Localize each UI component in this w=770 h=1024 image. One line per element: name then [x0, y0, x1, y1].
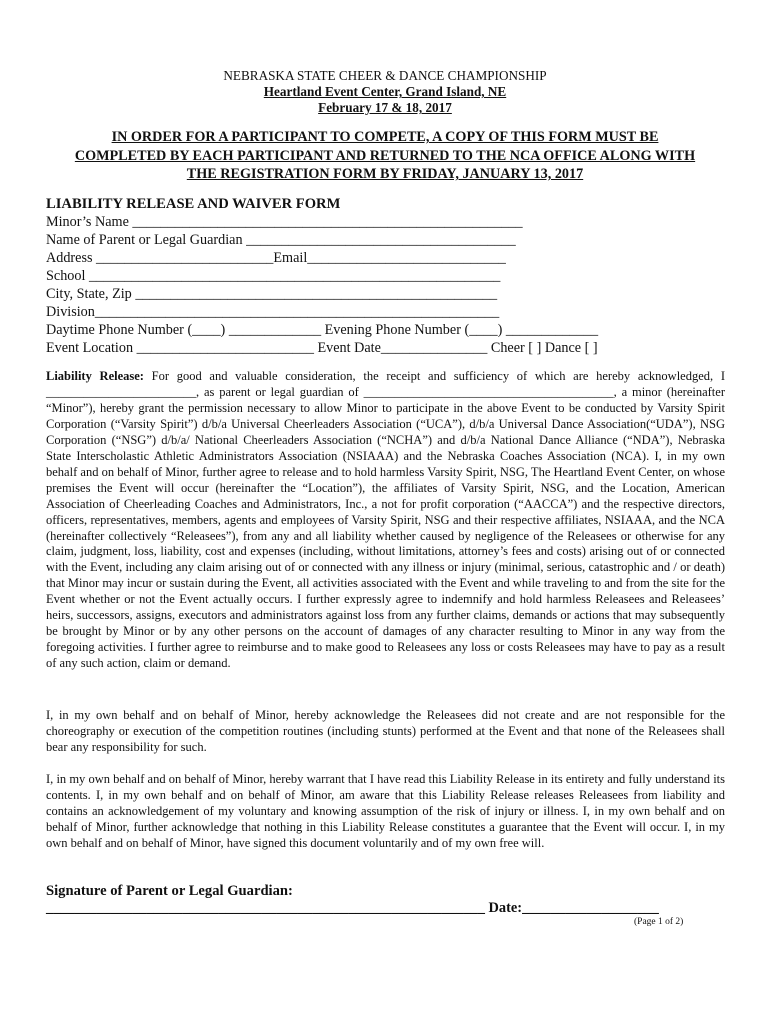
city-state-zip-field[interactable]: City, State, Zip ___________________________________________________	[46, 286, 498, 302]
event-dates: February 17 & 18, 2017	[318, 100, 452, 115]
school-field[interactable]: School __________________________________________________________	[46, 268, 501, 284]
warranty-paragraph: I, in my own behalf and on behalf of Minor, hereby warrant that I have read this Liability Release in its entirety and fully understand its contents. I, in my own behalf and on behalf of Minor, am aware that this Liability Release releases Releasees from liability and contains an acknowledgement of my voluntary and knowing assumption of the risk of injury or illness. I, in my own behalf and on behalf of Minor, further acknowledge that nothing in this Liability Release constitutes a guarantee that the Event will occur. I, in my own behalf and on behalf of Minor, have signed this document voluntarily and of my own free will.	[46, 772, 725, 850]
choreography-paragraph: I, in my own behalf and on behalf of Minor, hereby acknowledge the Releasees did not create and are not responsible for the choreography or execution of the competition routines (including stunts) performed at the Event and that none of the Releasees shall bear any responsibility for such.	[46, 708, 725, 754]
liability-release-text: For good and valuable consideration, the receipt and sufficiency of which are hereby acknowledged, I ________________________, as parent or legal guardian of ________________________________________, a minor (hereinafter “Minor”), hereby grant the permission necessary to allow Minor to participate in the above Event to be conducted by Varsity Spirit Corporation (“Varsity Spirit”) d/b/a Universal Cheerleaders Association (“UCA”), d/b/a Universal Dance Association(“UDA”), NSG Corporation (“NSG”) d/b/a/ National Cheerleaders Association (“NCHA”) and d/b/a National Dance Alliance (“NDA”), Nebraska State Interscholastic Athletic Administrators Association (NSIAAA) and the Nebraska Coaches Association (NCA). I, in my own behalf and on behalf of Minor, further agree to release and to hold harmless Varsity Spirit, NSG, The Heartland Event Center, on whose premises the Event will occur (hereinafter the “Location”), the affiliates of Varsity Spirit, NSG, and the Location, American Association of Cheerleading Coaches and Administrators, Inc., a not for profit corporation (“AACCA”) and the respective directors, officers, representatives, members, agents and employees of Varsity Spirit, NSG and their respective affiliates, NSIAAA, and the NCA (hereinafter collectively “Releasees”), from any and all liability whether caused by negligence of the Releasees or otherwise for any claim, judgment, loss, liability, cost and expenses (including, without limitations, attorney’s fees and costs) arising out of or connected with the Event, including any claim arising out of or connected with any illness or injury (minimal, serious, catastrophic and / or death) that Minor may incur or sustain during the Event, all activities associated with the Event and while traveling to and from the site for the Event whether or not the Event actually occurs. I further expressly agree to indemnify and hold harmless Releasees and Releasees’ heirs, successors, assigns, executors and administrators against loss from any further claims, demands or actions that may subsequently be brought by Minor or by any other persons on the account of damages of any character resulting to Minor in any way from the foregoing activities. I further agree to reimburse and to make good to Releasees any loss or costs Releasees may have to pay as a result of any such action, claim or demand.	[46, 369, 725, 671]
signature-title: Signature of Parent or Legal Guardian:	[46, 883, 293, 899]
event-location-date-field[interactable]: Event Location _________________________ Event Date_______________ Cheer [ ] Dance [ ]	[46, 340, 598, 356]
liability-release-label: Liability Release:	[46, 369, 144, 383]
minors-name-field[interactable]: Minor’s Name _______________________________________________________	[46, 214, 523, 230]
phone-numbers-field[interactable]: Daytime Phone Number (____) _____________ Evening Phone Number (____) _____________	[46, 322, 599, 338]
notice-line: IN ORDER FOR A PARTICIPANT TO COMPETE, A COPY OF THIS FORM MUST BE	[111, 129, 659, 145]
event-venue: Heartland Event Center, Grand Island, NE	[263, 84, 507, 99]
event-title: NEBRASKA STATE CHEER & DANCE CHAMPIONSHIP	[223, 68, 547, 83]
address-email-field[interactable]: Address _________________________Email____________________________	[46, 250, 506, 266]
guardian-name-field[interactable]: Name of Parent or Legal Guardian ______________________________________	[46, 232, 516, 248]
page-number: (Page 1 of 2)	[634, 917, 684, 927]
form-title: LIABILITY RELEASE AND WAIVER FORM	[46, 196, 341, 212]
signature-date-line[interactable]: _____________________________________________________________ Date:___________________	[46, 900, 659, 916]
liability-release-paragraph	[46, 369, 725, 672]
notice-line: COMPLETED BY EACH PARTICIPANT AND RETURNED TO THE NCA OFFICE ALONG WITH	[74, 147, 696, 164]
division-field[interactable]: Division_________________________________________________________	[46, 304, 500, 320]
notice-line: THE REGISTRATION FORM BY FRIDAY, JANUARY 13, 2017	[186, 166, 584, 182]
submission-notice	[40, 128, 730, 184]
